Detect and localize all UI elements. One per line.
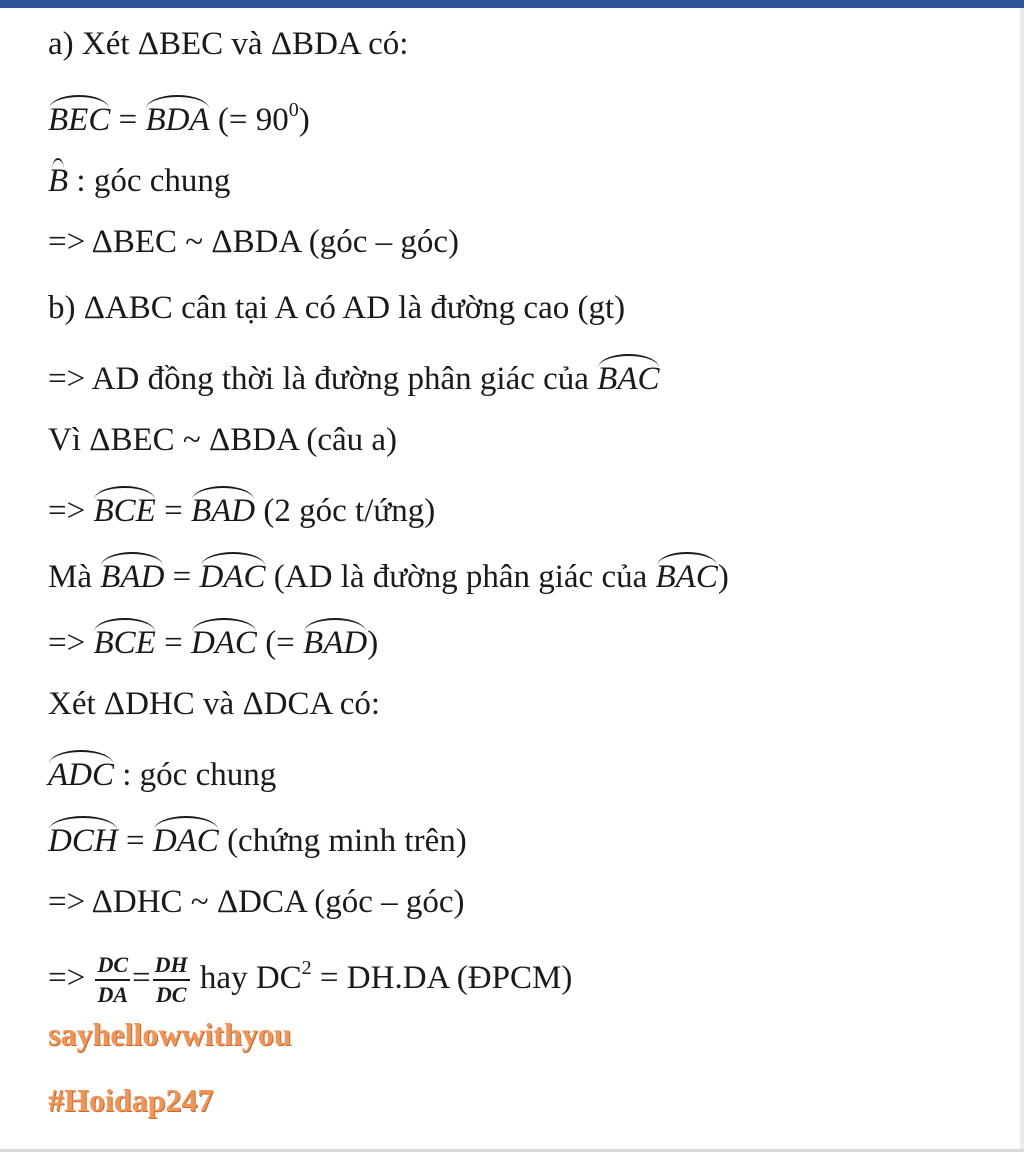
fraction-dc-over-da <box>95 951 130 1009</box>
closing-paren: ) <box>717 559 729 595</box>
line-text: (chứng minh trên) <box>227 823 467 859</box>
angle-bad: BAD <box>191 484 255 528</box>
equals-sign: = <box>132 960 151 996</box>
angle-bac: BAC <box>656 550 718 594</box>
angle-b: B <box>48 154 68 198</box>
degree-superscript: 0 <box>288 99 299 121</box>
solution-line-3 <box>48 154 1008 220</box>
angle-bce: BCE <box>93 616 155 660</box>
line-text: : góc chung <box>76 163 231 199</box>
top-accent-bar <box>0 0 1024 8</box>
solution-line-7 <box>48 418 1008 484</box>
equals-sign: = <box>172 559 200 595</box>
line-text: a) Xét ΔBEC và ΔBDA có: <box>48 26 409 62</box>
equals-sign: = <box>118 102 146 138</box>
solution-line-14 <box>48 880 1008 946</box>
equals-sign: = <box>125 823 153 859</box>
angle-dac: DAC <box>200 550 266 594</box>
line-text: => ΔBEC ~ ΔBDA (góc – góc) <box>48 224 460 260</box>
angle-bda: BDA <box>145 93 209 137</box>
fraction-denominator: DA <box>97 982 129 1008</box>
line-text: : góc chung <box>122 757 277 793</box>
line-text: b) ΔABC cân tại A có AD là đường cao (gt) <box>48 290 626 326</box>
solution-line-5 <box>48 286 1008 352</box>
implies-arrow: => <box>48 493 86 529</box>
fraction-dh-over-dc <box>153 951 190 1009</box>
solution-line-13 <box>48 814 1008 880</box>
solution-line-8 <box>48 484 1008 550</box>
angle-bad: BAD <box>303 616 367 660</box>
equals-sign: = <box>164 493 191 529</box>
right-edge-divider <box>1020 8 1024 1152</box>
line-text: (2 góc t/ứng) <box>263 493 436 529</box>
angle-bce: BCE <box>93 484 155 528</box>
solution-line-4 <box>48 220 1008 286</box>
square-superscript: 2 <box>301 957 312 979</box>
angle-dch: DCH <box>48 814 118 858</box>
angle-bac: BAC <box>597 352 659 396</box>
solution-line-11 <box>48 682 1008 748</box>
closing-paren: ) <box>298 102 310 138</box>
hashtag-watermark: #Hoidap247 <box>48 1082 214 1118</box>
equals-sign: = <box>164 625 191 661</box>
line-text: Mà <box>48 559 92 595</box>
solution-line-2 <box>48 88 1008 154</box>
line-text: => ΔDHC ~ ΔDCA (góc – góc) <box>48 884 465 920</box>
line-text: Xét ΔDHC và ΔDCA có: <box>48 686 381 722</box>
solution-document <box>48 22 1008 1144</box>
line-text: = DH.DA (ĐPCM) <box>319 960 573 996</box>
fraction-denominator: DC <box>155 982 187 1008</box>
implies-arrow: => <box>48 960 86 996</box>
angle-bec: BEC <box>48 93 110 137</box>
line-text: => AD đồng thời là đường phân giác của <box>48 361 589 397</box>
solution-line-12 <box>48 748 1008 814</box>
line-text: (= <box>265 625 295 661</box>
implies-arrow: => <box>48 625 86 661</box>
angle-bad: BAD <box>100 550 164 594</box>
line-text: hay DC <box>199 960 302 996</box>
solution-line-15 <box>48 946 1008 1012</box>
angle-dac: DAC <box>191 616 257 660</box>
closing-paren: ) <box>367 625 379 661</box>
author-signature: sayhellowwithyou <box>48 1016 292 1052</box>
line-text: Vì ΔBEC ~ ΔBDA (câu a) <box>48 422 397 458</box>
fraction-numerator: DH <box>153 951 190 981</box>
solution-line-10 <box>48 616 1008 682</box>
solution-line-9 <box>48 550 1008 616</box>
angle-adc: ADC <box>48 748 114 792</box>
fraction-numerator: DC <box>95 951 130 981</box>
right-angle-note: (= 90 <box>217 102 289 138</box>
solution-line-6 <box>48 352 1008 418</box>
angle-dac: DAC <box>153 814 219 858</box>
solution-line-1 <box>48 22 1008 88</box>
line-text: (AD là đường phân giác của <box>273 559 648 595</box>
